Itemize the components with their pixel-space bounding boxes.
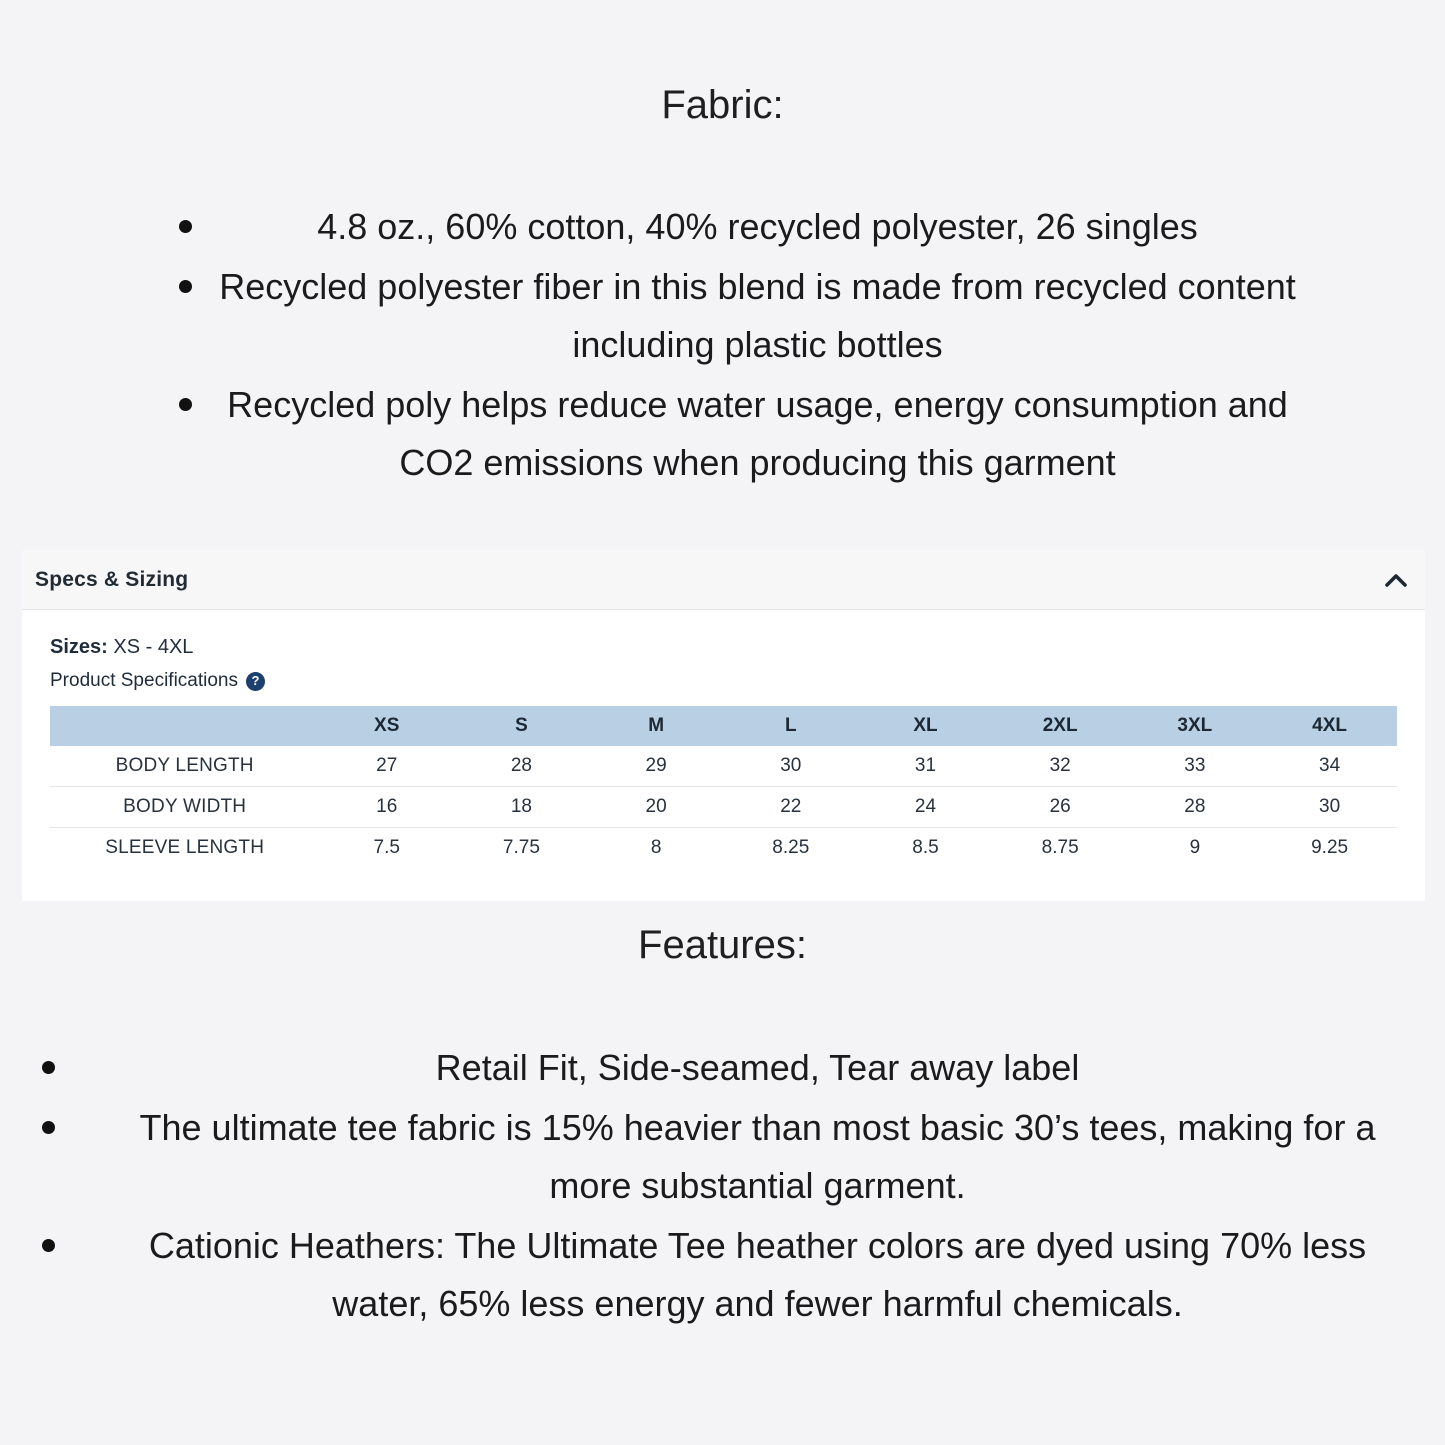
table-row — [50, 787, 1397, 828]
spec-row-label: SLEEVE LENGTH — [50, 828, 319, 869]
spec-cell: 18 — [454, 787, 589, 828]
spec-cell: 32 — [1049, 755, 1071, 776]
features-bullet-list — [0, 1039, 1445, 1333]
spec-cell: 7.5 — [319, 828, 454, 869]
features-heading: Features: — [638, 923, 807, 967]
bullet-dot-icon — [42, 1239, 55, 1252]
features-bullet-item — [70, 1039, 1445, 1097]
spec-cell: 27 — [376, 755, 398, 776]
question-mark-circle-icon[interactable]: ? — [246, 672, 265, 691]
size-column-header: 2XL — [993, 706, 1128, 746]
spec-row-label: BODY WIDTH — [50, 787, 319, 828]
specs-sizing-header[interactable] — [22, 550, 1425, 610]
size-column-header: L — [723, 706, 858, 746]
bullet-dot-icon — [179, 220, 192, 233]
spec-cell: 22 — [723, 787, 858, 828]
spec-cell: 28 — [1128, 787, 1263, 828]
size-spec-table — [50, 706, 1397, 868]
size-column-header: XS — [319, 706, 454, 746]
chevron-up-icon[interactable] — [1384, 572, 1408, 588]
spec-cell: 9 — [1128, 828, 1263, 869]
spec-cell: 20 — [589, 787, 724, 828]
spec-cell: 8 — [589, 828, 724, 869]
specs-sizing-body — [22, 610, 1425, 901]
sizes-value: XS - 4XL — [113, 636, 194, 658]
features-bullet-item — [70, 1217, 1445, 1333]
fabric-bullet-text: Recycled poly helps reduce water usage, energy consumption and CO2 emissions when producing this garment — [227, 384, 1288, 483]
size-column-header: 3XL — [1128, 706, 1263, 746]
size-column-header — [50, 706, 319, 746]
spec-cell: 33 — [1184, 755, 1206, 776]
fabric-bullet-text: Recycled polyester fiber in this blend is made from recycled content including plastic bottles — [219, 266, 1296, 365]
sizes-label: Sizes: — [50, 636, 108, 658]
spec-cell: 7.75 — [454, 828, 589, 869]
features-bullet-text: Cationic Heathers: The Ultimate Tee heather colors are dyed using 70% less water, 65% less energy and fewer harmful chemicals. — [148, 1225, 1367, 1324]
bullet-dot-icon — [42, 1061, 55, 1074]
spec-cell: 24 — [858, 787, 993, 828]
table-row — [50, 746, 1397, 787]
spec-cell: 8.5 — [858, 828, 993, 869]
product-specifications-line — [50, 669, 1397, 693]
features-bullet-text: Retail Fit, Side-seamed, Tear away label — [435, 1047, 1080, 1088]
fabric-bullet-item — [70, 258, 1445, 374]
size-column-header: 4XL — [1262, 706, 1397, 746]
fabric-heading: Fabric: — [661, 83, 784, 127]
spec-cell: 16 — [319, 787, 454, 828]
spec-cell: 31 — [914, 755, 937, 776]
spec-cell: 29 — [645, 755, 667, 776]
features-bullet-text: The ultimate tee fabric is 15% heavier than most basic 30’s tees, making for a more substantial garment. — [139, 1107, 1376, 1206]
bullet-dot-icon — [179, 280, 192, 293]
spec-cell: 8.25 — [723, 828, 858, 869]
fabric-bullet-item — [70, 198, 1445, 256]
spec-cell: 30 — [780, 755, 802, 776]
specs-sizing-title: Specs & Sizing — [35, 567, 189, 591]
spec-row-label: BODY LENGTH — [115, 755, 254, 776]
spec-cell: 28 — [510, 755, 532, 776]
size-column-header: XL — [858, 706, 993, 746]
spec-cell: 34 — [1319, 755, 1341, 776]
size-column-header: M — [589, 706, 724, 746]
product-specifications-label: Product Specifications — [50, 670, 238, 691]
specs-sizing-panel — [22, 550, 1425, 901]
size-column-header: S — [454, 706, 589, 746]
spec-cell: 26 — [993, 787, 1128, 828]
spec-cell: 8.75 — [993, 828, 1128, 869]
size-table-header-row — [50, 706, 1397, 746]
table-row — [50, 828, 1397, 869]
fabric-bullet-item — [70, 376, 1445, 492]
spec-cell: 9.25 — [1262, 828, 1397, 869]
fabric-bullet-list — [0, 198, 1445, 492]
fabric-bullet-text: 4.8 oz., 60% cotton, 40% recycled polyester, 26 singles — [317, 206, 1198, 247]
spec-cell: 30 — [1262, 787, 1397, 828]
bullet-dot-icon — [42, 1121, 55, 1134]
features-bullet-item — [70, 1099, 1445, 1215]
bullet-dot-icon — [179, 398, 192, 411]
sizes-line — [50, 634, 1397, 660]
